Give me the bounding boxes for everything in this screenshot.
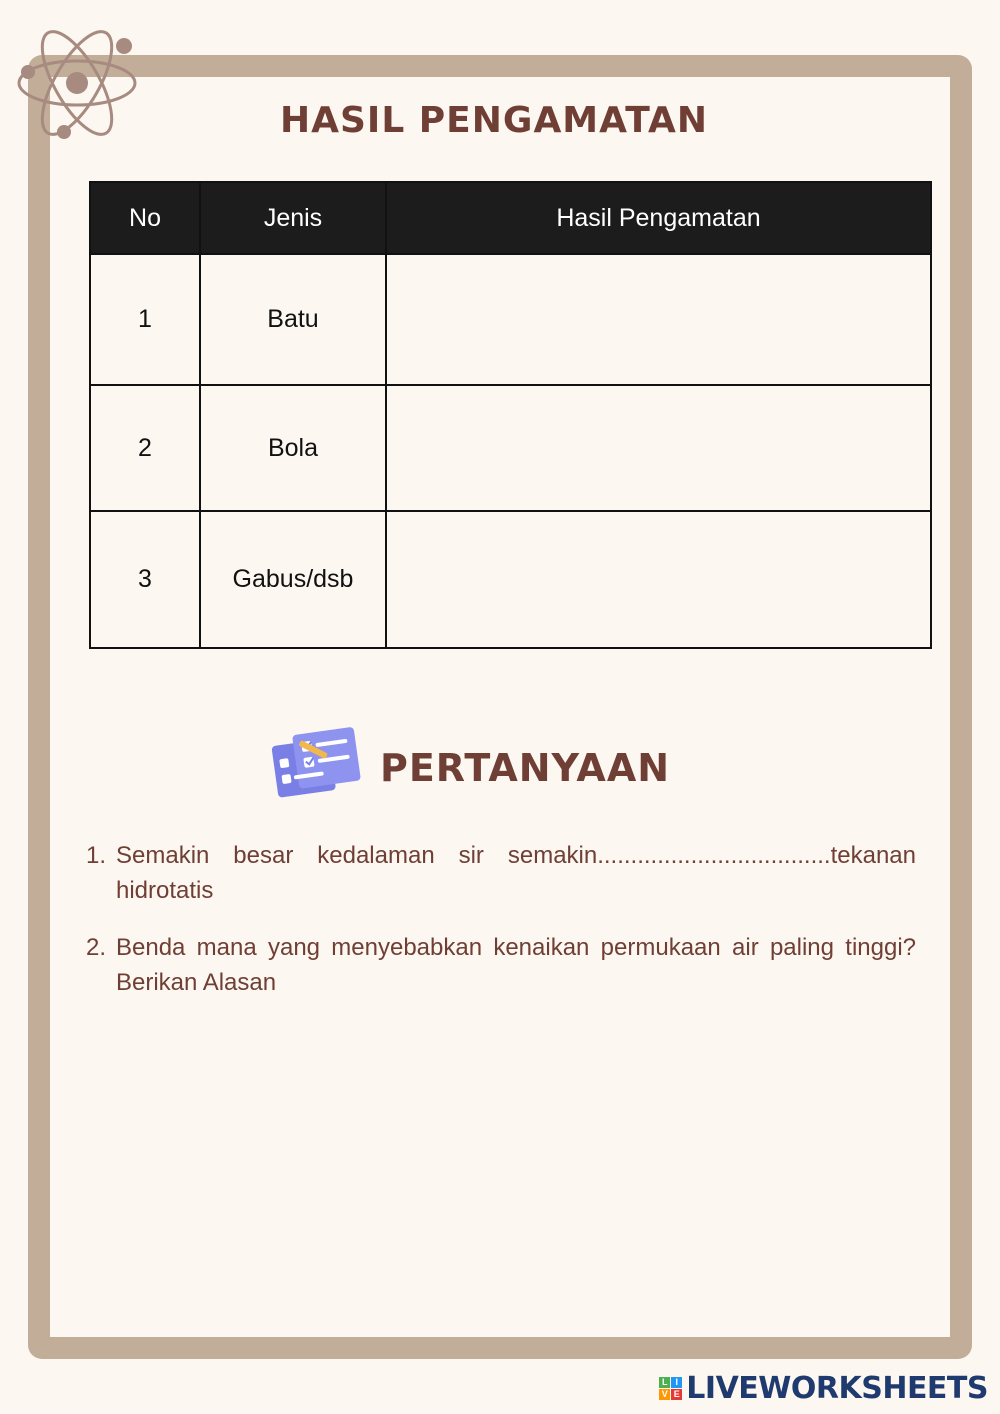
questions-title: PERTANYAAN [380,746,671,790]
column-header-hasil: Hasil Pengamatan [386,182,931,254]
answer-cell[interactable] [386,254,931,385]
question-item [86,930,916,1000]
column-header-no: No [90,182,200,254]
logo-badge [659,1377,682,1400]
page-title: HASIL PENGAMATAN [280,100,708,141]
question-text: Benda mana yang menyebabkan kenaikan permukaan air paling tinggi? Berikan Alasan [116,934,916,996]
cell-no: 1 [90,254,200,385]
cell-jenis: Bola [200,385,386,511]
atom-icon [14,20,140,146]
question-item [86,838,916,908]
table-row [90,385,931,511]
logo-badge-letter: E [671,1389,682,1400]
answer-cell[interactable] [386,511,931,648]
table-row [90,511,931,648]
logo-badge-letter: I [671,1377,682,1388]
table-row [90,254,931,385]
question-number: 1. [86,842,107,869]
cell-jenis: Gabus/dsb [200,511,386,648]
answer-cell[interactable] [386,385,931,511]
column-header-jenis: Jenis [200,182,386,254]
logo-badge-letter: L [659,1377,670,1388]
question-list [86,838,916,1022]
logo-text: LIVEWORKSHEETS [686,1371,988,1406]
checklist-icon [266,726,370,798]
table-header-row [90,182,931,254]
cell-jenis: Batu [200,254,386,385]
cell-no: 2 [90,385,200,511]
logo-badge-letter: V [659,1389,670,1400]
question-number: 2. [86,934,107,961]
liveworksheets-logo [659,1371,988,1406]
observation-table [89,181,932,649]
question-text: Semakin besar kedalaman sir semakin...................................tekanan hidrotatis [116,842,916,904]
cell-no: 3 [90,511,200,648]
